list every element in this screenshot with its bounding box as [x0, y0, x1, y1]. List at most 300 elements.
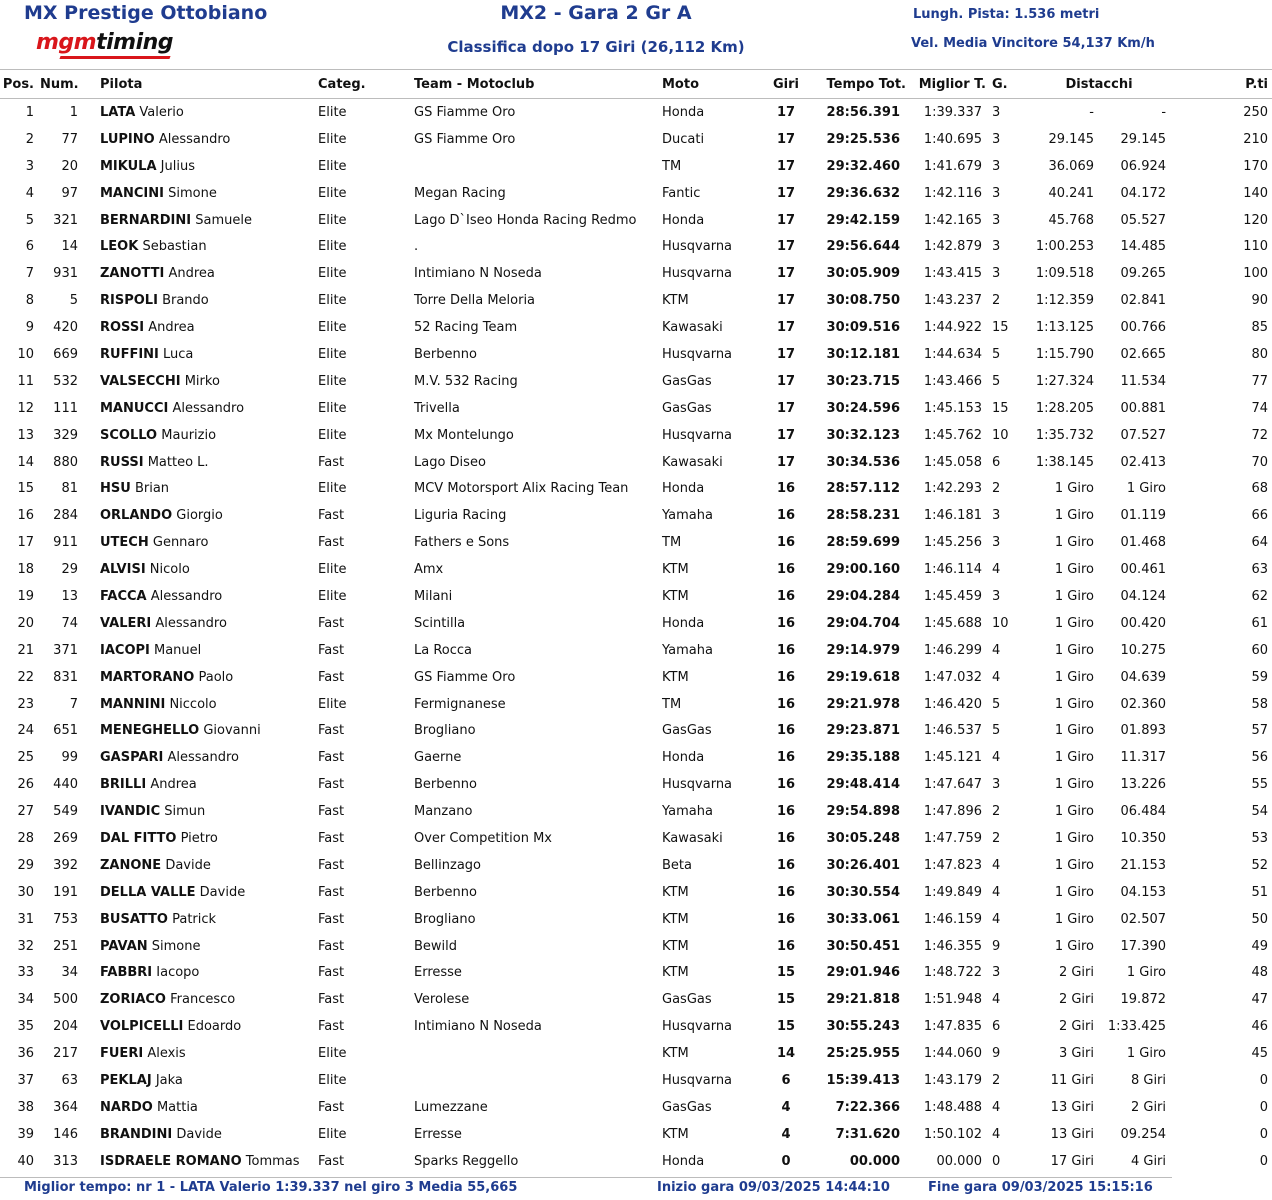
cell-team: GS Fiamme Oro	[410, 664, 658, 691]
cell-best: 1:40.695	[916, 126, 988, 153]
cell-d2: 02.841	[1098, 287, 1178, 314]
cell-giri: 16	[754, 529, 818, 556]
cell-pos: 3	[0, 153, 40, 180]
cell-cat: Elite	[314, 395, 410, 422]
cell-pilota	[86, 502, 314, 529]
cell-cat: Elite	[314, 314, 410, 341]
cell-d2: 1 Giro	[1098, 1040, 1178, 1067]
cell-tempo: 29:54.898	[818, 798, 916, 825]
logo-timing: timing	[96, 30, 174, 55]
cell-tempo: 7:31.620	[818, 1121, 916, 1148]
cell-pilota	[86, 180, 314, 207]
cell-pts: 51	[1178, 879, 1272, 906]
cell-moto: Honda	[658, 1148, 754, 1175]
cell-d1: 1 Giro	[1024, 502, 1098, 529]
cell-pts: 59	[1178, 664, 1272, 691]
col-punti: P.ti	[1178, 70, 1272, 99]
cell-moto: GasGas	[658, 368, 754, 395]
cell-pilota	[86, 717, 314, 744]
cell-g: 15	[988, 395, 1024, 422]
cell-g: 9	[988, 1040, 1024, 1067]
cell-pos: 19	[0, 583, 40, 610]
table-row	[0, 825, 1272, 852]
cell-moto: KTM	[658, 556, 754, 583]
table-row	[0, 852, 1272, 879]
cell-team: MCV Motorsport Alix Racing Tean	[410, 475, 658, 502]
rider-name: Simone	[168, 185, 217, 201]
table-row	[0, 1148, 1272, 1175]
cell-pts: 46	[1178, 1013, 1272, 1040]
cell-tempo: 29:25.536	[818, 126, 916, 153]
best-lap-note: Miglior tempo: nr 1 - LATA Valerio 1:39.337 nel giro 3 Media 55,665	[24, 1180, 518, 1195]
cell-d1: 1:00.253	[1024, 233, 1098, 260]
cell-d2: 4 Giri	[1098, 1148, 1178, 1175]
table-row	[0, 287, 1272, 314]
cell-pts: 55	[1178, 771, 1272, 798]
cell-cat: Elite	[314, 153, 410, 180]
cell-best: 1:49.849	[916, 879, 988, 906]
rider-surname: ZANOTTI	[100, 266, 165, 282]
cell-pilota	[86, 771, 314, 798]
cell-pts: 48	[1178, 960, 1272, 987]
cell-pts: 53	[1178, 825, 1272, 852]
rider-name: Matteo L.	[147, 454, 209, 470]
cell-pts: 62	[1178, 583, 1272, 610]
cell-tempo: 30:05.909	[818, 260, 916, 287]
rider-name: Maurizio	[161, 427, 217, 443]
cell-d2: 10.350	[1098, 825, 1178, 852]
cell-best: 1:42.293	[916, 475, 988, 502]
rider-surname: FACCA	[100, 588, 147, 604]
rider-surname: BRILLI	[100, 777, 147, 793]
cell-giri: 17	[754, 395, 818, 422]
cell-tempo: 29:36.632	[818, 180, 916, 207]
table-row	[0, 933, 1272, 960]
cell-d1: 1 Giro	[1024, 637, 1098, 664]
cell-best: 1:41.679	[916, 153, 988, 180]
cell-tempo: 30:24.596	[818, 395, 916, 422]
cell-cat: Fast	[314, 637, 410, 664]
cell-moto: Husqvarna	[658, 233, 754, 260]
cell-d1: 1 Giro	[1024, 879, 1098, 906]
cell-d1: 17 Giri	[1024, 1148, 1098, 1175]
cell-tempo: 30:05.248	[818, 825, 916, 852]
col-team: Team - Motoclub	[410, 70, 658, 99]
cell-cat: Fast	[314, 744, 410, 771]
cell-tempo: 30:50.451	[818, 933, 916, 960]
cell-g: 0	[988, 1148, 1024, 1175]
cell-cat: Elite	[314, 691, 410, 718]
cell-d1: 2 Giri	[1024, 1013, 1098, 1040]
cell-d2: 19.872	[1098, 986, 1178, 1013]
cell-g: 4	[988, 906, 1024, 933]
cell-best: 1:46.159	[916, 906, 988, 933]
cell-pilota	[86, 395, 314, 422]
cell-g: 4	[988, 1121, 1024, 1148]
rider-name: Brian	[134, 481, 170, 497]
cell-team: M.V. 532 Racing	[410, 368, 658, 395]
table-row	[0, 771, 1272, 798]
rider-name: Giovanni	[203, 723, 261, 739]
cell-moto: Honda	[658, 207, 754, 234]
cell-best: 1:44.634	[916, 341, 988, 368]
cell-pilota	[86, 1094, 314, 1121]
cell-best: 1:45.688	[916, 610, 988, 637]
cell-d2: 02.665	[1098, 341, 1178, 368]
cell-pilota	[86, 314, 314, 341]
cell-pos: 8	[0, 287, 40, 314]
cell-moto: KTM	[658, 960, 754, 987]
cell-best: 1:47.759	[916, 825, 988, 852]
cell-giri: 16	[754, 744, 818, 771]
cell-giri: 15	[754, 986, 818, 1013]
cell-giri: 17	[754, 422, 818, 449]
cell-d1: 1 Giro	[1024, 798, 1098, 825]
cell-g: 3	[988, 583, 1024, 610]
cell-num: 313	[40, 1148, 86, 1175]
cell-moto: Honda	[658, 744, 754, 771]
cell-d1: 1 Giro	[1024, 691, 1098, 718]
table-row	[0, 717, 1272, 744]
cell-pos: 32	[0, 933, 40, 960]
cell-d1: 1 Giro	[1024, 852, 1098, 879]
cell-num: 753	[40, 906, 86, 933]
table-row	[0, 502, 1272, 529]
table-row	[0, 341, 1272, 368]
cell-pos: 4	[0, 180, 40, 207]
cell-team: .	[410, 233, 658, 260]
cell-best: 1:45.762	[916, 422, 988, 449]
cell-cat: Fast	[314, 449, 410, 476]
cell-num: 74	[40, 610, 86, 637]
rider-surname: LATA	[100, 104, 136, 120]
table-row	[0, 664, 1272, 691]
cell-best: 1:46.537	[916, 717, 988, 744]
table-row	[0, 233, 1272, 260]
cell-team: La Rocca	[410, 637, 658, 664]
cell-team: Erresse	[410, 960, 658, 987]
rider-surname: MANNINI	[100, 696, 166, 712]
cell-tempo: 30:30.554	[818, 879, 916, 906]
cell-g: 5	[988, 691, 1024, 718]
cell-g: 15	[988, 314, 1024, 341]
cell-num: 111	[40, 395, 86, 422]
rider-name: Tommas	[245, 1153, 300, 1169]
cell-team: Liguria Racing	[410, 502, 658, 529]
cell-moto: Kawasaki	[658, 314, 754, 341]
cell-team: Bellinzago	[410, 852, 658, 879]
cell-d1: 1 Giro	[1024, 475, 1098, 502]
cell-pilota	[86, 260, 314, 287]
cell-cat: Fast	[314, 771, 410, 798]
cell-g: 4	[988, 852, 1024, 879]
col-tempo: Tempo Tot.	[818, 70, 916, 99]
rider-surname: MANUCCI	[100, 400, 169, 416]
cell-moto: KTM	[658, 879, 754, 906]
rider-name: Davide	[199, 884, 246, 900]
cell-tempo: 29:48.414	[818, 771, 916, 798]
cell-pts: 77	[1178, 368, 1272, 395]
cell-g: 2	[988, 1067, 1024, 1094]
cell-g: 10	[988, 610, 1024, 637]
cell-pos: 39	[0, 1121, 40, 1148]
rider-surname: NARDO	[100, 1099, 153, 1115]
cell-num: 204	[40, 1013, 86, 1040]
cell-team: Over Competition Mx	[410, 825, 658, 852]
cell-num: 13	[40, 583, 86, 610]
cell-pos: 1	[0, 99, 40, 126]
cell-team	[410, 1040, 658, 1067]
table-row	[0, 1067, 1272, 1094]
cell-tempo: 25:25.955	[818, 1040, 916, 1067]
cell-tempo: 30:32.123	[818, 422, 916, 449]
rider-name: Luca	[163, 346, 194, 362]
cell-num: 831	[40, 664, 86, 691]
cell-giri: 4	[754, 1121, 818, 1148]
cell-cat: Fast	[314, 879, 410, 906]
cell-giri: 17	[754, 233, 818, 260]
cell-cat: Fast	[314, 610, 410, 637]
cell-tempo: 29:56.644	[818, 233, 916, 260]
cell-g: 3	[988, 153, 1024, 180]
cell-tempo: 29:23.871	[818, 717, 916, 744]
cell-pts: 50	[1178, 906, 1272, 933]
rider-surname: MENEGHELLO	[100, 723, 200, 739]
table-row	[0, 126, 1272, 153]
cell-moto: Husqvarna	[658, 1013, 754, 1040]
cell-d2: 01.119	[1098, 502, 1178, 529]
cell-pilota	[86, 529, 314, 556]
cell-pilota	[86, 1121, 314, 1148]
cell-best: 1:46.299	[916, 637, 988, 664]
cell-d2: -	[1098, 99, 1178, 126]
cell-g: 3	[988, 207, 1024, 234]
cell-tempo: 30:12.181	[818, 341, 916, 368]
cell-team: 52 Racing Team	[410, 314, 658, 341]
cell-pos: 33	[0, 960, 40, 987]
cell-team: Torre Della Meloria	[410, 287, 658, 314]
cell-d1: 36.069	[1024, 153, 1098, 180]
cell-d2: 04.639	[1098, 664, 1178, 691]
cell-giri: 16	[754, 825, 818, 852]
cell-best: 1:42.165	[916, 207, 988, 234]
cell-best: 1:45.153	[916, 395, 988, 422]
cell-g: 3	[988, 99, 1024, 126]
table-row	[0, 798, 1272, 825]
table-row	[0, 153, 1272, 180]
cell-moto: GasGas	[658, 986, 754, 1013]
table-row	[0, 637, 1272, 664]
rider-name: Andrea	[150, 777, 197, 793]
cell-num: 14	[40, 233, 86, 260]
cell-giri: 16	[754, 583, 818, 610]
cell-giri: 17	[754, 341, 818, 368]
cell-pilota	[86, 233, 314, 260]
cell-cat: Elite	[314, 126, 410, 153]
cell-num: 63	[40, 1067, 86, 1094]
cell-giri: 16	[754, 717, 818, 744]
cell-pilota	[86, 207, 314, 234]
rider-name: Giorgio	[176, 508, 223, 524]
cell-team: Intimiano N Noseda	[410, 1013, 658, 1040]
cell-g: 2	[988, 475, 1024, 502]
cell-pos: 7	[0, 260, 40, 287]
cell-tempo: 29:04.284	[818, 583, 916, 610]
rider-name: Simone	[151, 938, 201, 954]
cell-tempo: 29:32.460	[818, 153, 916, 180]
cell-tempo: 29:21.818	[818, 986, 916, 1013]
cell-num: 500	[40, 986, 86, 1013]
cell-pts: 60	[1178, 637, 1272, 664]
cell-pilota	[86, 960, 314, 987]
table-row	[0, 99, 1272, 126]
cell-pos: 10	[0, 341, 40, 368]
cell-pilota	[86, 825, 314, 852]
cell-pos: 38	[0, 1094, 40, 1121]
cell-best: 1:43.415	[916, 260, 988, 287]
cell-giri: 16	[754, 798, 818, 825]
cell-d1: 11 Giri	[1024, 1067, 1098, 1094]
cell-d1: 1:09.518	[1024, 260, 1098, 287]
cell-g: 3	[988, 233, 1024, 260]
rider-surname: DELLA VALLE	[100, 884, 196, 900]
cell-cat: Fast	[314, 825, 410, 852]
cell-d1: 1 Giro	[1024, 556, 1098, 583]
cell-pilota	[86, 368, 314, 395]
cell-cat: Fast	[314, 852, 410, 879]
rider-surname: SCOLLO	[100, 427, 158, 443]
cell-d1: 40.241	[1024, 180, 1098, 207]
cell-giri: 16	[754, 502, 818, 529]
cell-team: Fermignanese	[410, 691, 658, 718]
cell-pilota	[86, 986, 314, 1013]
col-pilota: Pilota	[86, 70, 314, 99]
cell-g: 3	[988, 126, 1024, 153]
cell-num: 364	[40, 1094, 86, 1121]
cell-best: 1:47.896	[916, 798, 988, 825]
cell-g: 3	[988, 260, 1024, 287]
cell-tempo: 7:22.366	[818, 1094, 916, 1121]
cell-pilota	[86, 610, 314, 637]
cell-g: 10	[988, 422, 1024, 449]
table-row	[0, 1121, 1272, 1148]
cell-moto: Yamaha	[658, 798, 754, 825]
cell-cat: Fast	[314, 1094, 410, 1121]
rider-name: Niccolo	[169, 696, 217, 712]
cell-moto: Husqvarna	[658, 341, 754, 368]
table-row	[0, 529, 1272, 556]
cell-cat: Elite	[314, 556, 410, 583]
cell-g: 9	[988, 933, 1024, 960]
cell-pos: 34	[0, 986, 40, 1013]
rider-name: Mattia	[156, 1099, 198, 1115]
cell-g: 4	[988, 1094, 1024, 1121]
cell-team: Erresse	[410, 1121, 658, 1148]
cell-pos: 21	[0, 637, 40, 664]
table-row	[0, 368, 1272, 395]
cell-best: 1:43.237	[916, 287, 988, 314]
cell-moto: Kawasaki	[658, 825, 754, 852]
cell-team: Lumezzane	[410, 1094, 658, 1121]
cell-d2: 1:33.425	[1098, 1013, 1178, 1040]
cell-best: 1:42.116	[916, 180, 988, 207]
cell-best: 1:50.102	[916, 1121, 988, 1148]
rider-surname: UTECH	[100, 535, 149, 551]
cell-giri: 15	[754, 1013, 818, 1040]
cell-pos: 26	[0, 771, 40, 798]
cell-g: 3	[988, 180, 1024, 207]
cell-team: Brogliano	[410, 906, 658, 933]
rider-name: Paolo	[198, 669, 234, 685]
cell-pos: 2	[0, 126, 40, 153]
cell-pilota	[86, 422, 314, 449]
cell-cat: Elite	[314, 180, 410, 207]
cell-pts: 45	[1178, 1040, 1272, 1067]
rider-name: Manuel	[154, 642, 202, 658]
cell-pts: 210	[1178, 126, 1272, 153]
table-row	[0, 1013, 1272, 1040]
rider-name: Patrick	[172, 911, 217, 927]
cell-team	[410, 153, 658, 180]
cell-tempo: 30:34.536	[818, 449, 916, 476]
cell-g: 4	[988, 986, 1024, 1013]
cell-d1: 1 Giro	[1024, 664, 1098, 691]
cell-d2: 29.145	[1098, 126, 1178, 153]
cell-cat: Elite	[314, 260, 410, 287]
cell-best: 1:46.181	[916, 502, 988, 529]
col-distacchi: Distacchi	[1024, 70, 1178, 99]
col-num: Num.	[40, 70, 86, 99]
cell-tempo: 30:26.401	[818, 852, 916, 879]
cell-giri: 17	[754, 449, 818, 476]
cell-d2: 21.153	[1098, 852, 1178, 879]
cell-num: 34	[40, 960, 86, 987]
cell-num: 371	[40, 637, 86, 664]
cell-d2: 06.484	[1098, 798, 1178, 825]
cell-pts: 72	[1178, 422, 1272, 449]
cell-d1: 3 Giri	[1024, 1040, 1098, 1067]
cell-tempo: 29:04.704	[818, 610, 916, 637]
cell-d1: 1 Giro	[1024, 933, 1098, 960]
cell-g: 2	[988, 287, 1024, 314]
rider-name: Nicolo	[149, 562, 190, 578]
cell-d1: 13 Giri	[1024, 1094, 1098, 1121]
cell-giri: 16	[754, 852, 818, 879]
cell-pos: 13	[0, 422, 40, 449]
cell-pts: 85	[1178, 314, 1272, 341]
cell-moto: KTM	[658, 933, 754, 960]
cell-tempo: 29:00.160	[818, 556, 916, 583]
cell-cat: Elite	[314, 207, 410, 234]
rider-surname: FUERI	[100, 1046, 144, 1062]
cell-pts: 70	[1178, 449, 1272, 476]
cell-team: Lago Diseo	[410, 449, 658, 476]
cell-team: GS Fiamme Oro	[410, 126, 658, 153]
rider-surname: ROSSI	[100, 320, 145, 336]
cell-pts: 140	[1178, 180, 1272, 207]
race-start: Inizio gara 09/03/2025 14:44:10	[657, 1180, 890, 1195]
cell-pilota	[86, 475, 314, 502]
rider-name: Sebastian	[142, 239, 207, 255]
cell-pts: 56	[1178, 744, 1272, 771]
cell-giri: 17	[754, 153, 818, 180]
rider-name: Valerio	[139, 104, 184, 120]
cell-d2: 00.420	[1098, 610, 1178, 637]
rider-name: Brando	[162, 293, 209, 309]
cell-pilota	[86, 153, 314, 180]
col-g: G.	[988, 70, 1024, 99]
cell-best: 1:46.355	[916, 933, 988, 960]
